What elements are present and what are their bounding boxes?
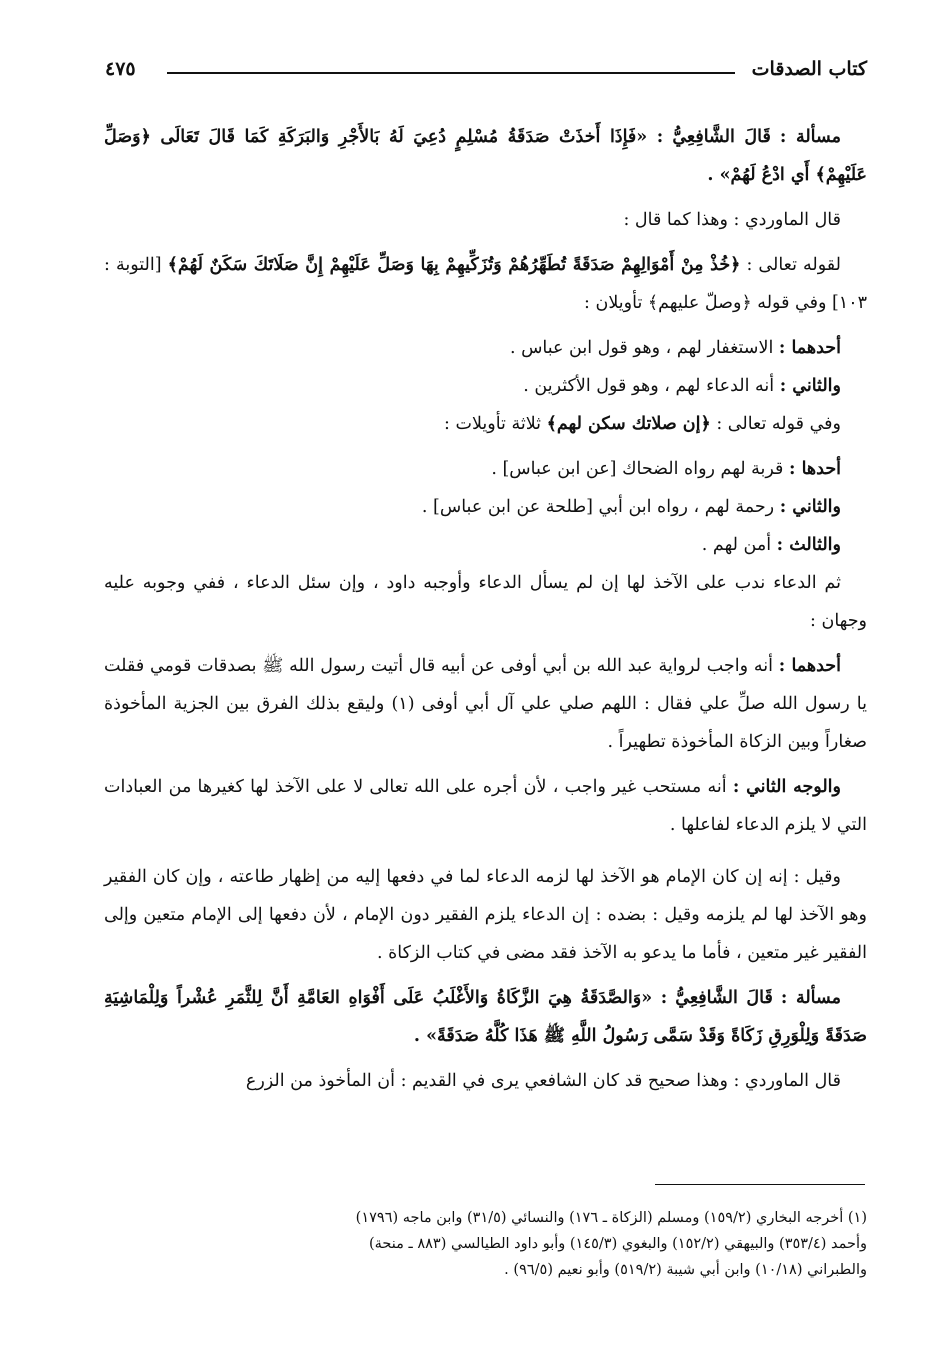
view-text: أنه واجب لرواية عبد الله بن أبي أوفى عن أبيه قال أتيت رسول الله ﷺ بصدقات قومي فقلت يا رسول الله صلِّ علي فقال : اللهم صلي علي آل أبي أوفى (١) وليقع بذلك الفرق بين الجزية المأخوذة صغاراً وبين الزكاة المأخوذة تطهيراً . [104, 656, 867, 752]
quran-verse: ﴿خُذْ مِنْ أَمْوَالِهِمْ صَدَقَةً تُطَهِّرُهُمْ وَتُزَكِّيهِمْ بِهَا وَصَلِّ عَلَيْهِمْ إِنَّ صَلَاتَكَ سَكَنٌ لَهُمْ﴾ [167, 255, 741, 275]
interpretation-item [104, 488, 867, 526]
verse-paragraph [104, 246, 867, 322]
view-label: والوجه الثاني : [732, 777, 841, 797]
shafii-quote: : «فَإِذَا أَخذَتْ صَدَقَةُ مُسْلِمٍ دُعِيَ لَهُ بَالأَجْرِ وَالبَرَكَةِ كَمَا قَالَ تَعَالَى ﴿وَصَلِّ عَلَيْهِمْ﴾ أَي ادْعُ لَهُمْ» . [104, 127, 867, 185]
opinion-paragraph: وقيل : إنه إن كان الإمام هو الآخذ لها لزمه الدعاء لما في دفعها إليه من إظهار طاعته ، وإن كان الفقير وهو الآخذ لها لم يلزمه وقيل : بضده : إن الدعاء يلزم الفقير دون الإمام ، لأن دفعها إلى الإمام متعين وإلى الفقير غير متعين ، فأما ما يدعو به الآخذ فقد مضى في كتاب الزكاة . [104, 867, 867, 963]
view-label: أحدهما : [778, 656, 841, 676]
interpretation-label: والثاني : [779, 376, 841, 396]
mawardi-paragraph: قال الماوردي : وهذا كما قال : [623, 210, 841, 230]
interpretation-item [104, 526, 867, 564]
interpretation-label: أحدهما : [778, 338, 841, 358]
verse-lead: لقوله تعالى : [746, 255, 841, 275]
main-text [104, 118, 867, 1107]
page-header [105, 58, 867, 92]
interpretation-text: قربة لهم رواه الضحاك [عن ابن عباس] . [491, 459, 784, 479]
issue-paragraph-2 [104, 979, 867, 1055]
footnotes [104, 1205, 867, 1283]
issue-label: مسألة : [779, 127, 841, 147]
interpretation-label: أحدها : [789, 459, 841, 479]
dua-paragraph: ثم الدعاء ندب على الآخذ لها إن لم يسأل الدعاء وأوجبه داود ، وإن سئل الدعاء ، ففي وجوبه عليه وجهان : [104, 573, 867, 631]
speaker-name: قَالَ الشَّافِعِيُّ [675, 988, 773, 1008]
interpretation-text: الاستغفار لهم ، وهو قول ابن عباس . [509, 338, 774, 358]
interpretation-item [104, 450, 867, 488]
mawardi-paragraph-2: قال الماوردي : وهذا صحيح قد كان الشافعي يرى في القديم : أن المأخوذ من الزرع [245, 1071, 841, 1091]
footnote-line: والطبراني (١٠/١٨) وابن أبي شيبة (٥١٩/٢) وأبو نعيم (٩٦/٥) . [504, 1262, 867, 1278]
issue-label: مسألة : [780, 988, 841, 1008]
issue-paragraph-1 [104, 118, 867, 194]
second-view-paragraph [104, 768, 867, 844]
view-text: أنه مستحب غير واجب ، لأن أجره على الله تعالى لا على الآخذ لها كغيرها من العبادات التي لا يلزم الدعاء لفاعلها . [104, 777, 867, 835]
interpretation-item [104, 329, 867, 367]
verse-paragraph-2 [104, 405, 867, 443]
page-number: ٤٧٥ [105, 58, 136, 80]
interpretation-text: أنه الدعاء لهم ، وهو قول الأكثرين . [523, 376, 775, 396]
shafii-quote: : «وَالصَّدَقَةُ هِيَ الزَّكَاةُ وَالأَغْلَبُ عَلَى أَفْوَاهِ العَامَّةِ أَنَّ لِلثَّمَرِ عُشْراً وَلِلْمَاشِيَةِ صَدَقَةً وَلِلْوَرِقِ زَكَاةً وَقَدْ سَمَّى رَسُولُ اللَّهِ ﷺ هَذَا كُلَّهُ صَدَقَةً» . [104, 988, 867, 1046]
first-view-paragraph [104, 647, 867, 761]
verse-reference: [التوبة : ١٠٣] وفي قوله ﴿وصلّ عليهم﴾ تأويلان : [104, 255, 867, 313]
interpretations-list-1 [104, 329, 867, 405]
interpretation-label: والثالث : [776, 535, 841, 555]
header-rule [167, 72, 735, 74]
footnote-line: (١) أخرجه البخاري (١٥٩/٢) ومسلم (الزكاة ـ ١٧٦) والنسائي (٣١/٥) وابن ماجه (١٧٩٦) [355, 1210, 867, 1226]
footnote-divider [655, 1184, 865, 1185]
interpretation-text: رحمة لهم ، رواه ابن أبي [طلحة عن ابن عباس] . [421, 497, 775, 517]
running-title: كتاب الصدقات [751, 58, 867, 80]
footnote-line: وأحمد (٣٥٣/٤) والبيهقي (١٥٢/٢) والبغوي (١٤٥/٣) وأبو داود الطيالسي (٨٨٣ ـ منحة) [368, 1236, 867, 1252]
interpretation-label: والثاني : [779, 497, 841, 517]
verse-rest: ثلاثة تأويلات : [444, 414, 542, 434]
quran-verse: ﴿إن صلاتك سكن لهم﴾ [546, 414, 711, 434]
speaker-name: قَالَ الشَّافِعِيُّ [672, 127, 771, 147]
interpretation-text: أمن لهم . [701, 535, 772, 555]
interpretation-item [104, 367, 867, 405]
verse-lead: وفي قوله تعالى : [716, 414, 841, 434]
interpretations-list-2 [104, 450, 867, 564]
